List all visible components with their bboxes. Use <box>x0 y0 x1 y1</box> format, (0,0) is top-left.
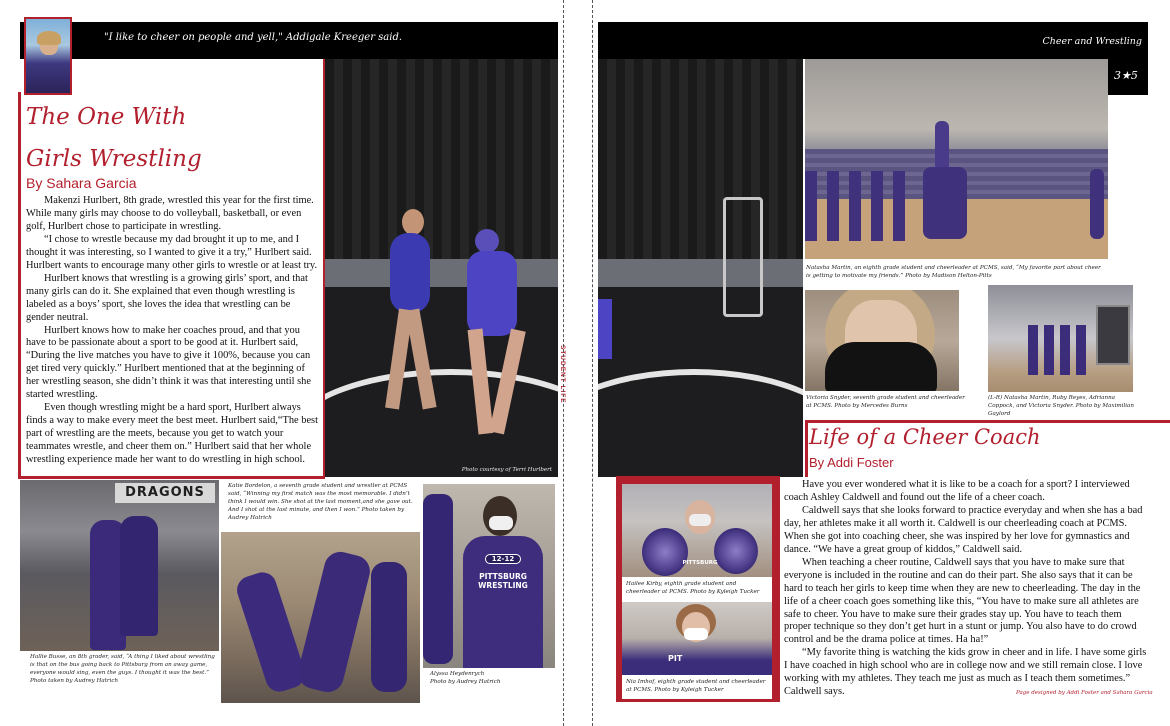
right-paragraph: “My favorite thing is watching the kids grow in cheer and in life. I have some girls I have coached in high school who are in college now and we still remain close. I love working with my athletes. They teach me just as much as I teach them sometimes.” Caldwell says. <box>784 647 1147 698</box>
snyder-photo <box>805 290 959 391</box>
caption-alyssa: Alyssa Heydenrych Photo by Audrey Hatrich <box>430 671 501 685</box>
cheerleader-right <box>1090 169 1104 239</box>
caption-imhof <box>622 675 772 699</box>
right-article-body <box>784 479 1148 699</box>
left-title-line1: The One With <box>26 104 187 130</box>
alyssa-shirt-number: 12-12 <box>485 554 521 564</box>
alyssa-mask <box>489 516 513 530</box>
left-paragraph: Even though wrestling might be a hard sport, Hurlbert always finds a way to make every meet the best meet. Hurlbert said,“The best part of wrestling are the meets, because you get to watch your teammates wrestle, and cheer them on.” Hurlbert said that her whole wrestling experience made her want to do wrestling in high school. <box>26 402 318 466</box>
right-header-band <box>598 22 1148 59</box>
main-photo-continuation <box>598 59 803 477</box>
wrestler-left <box>380 209 440 419</box>
right-paragraph: Caldwell says that she looks forward to practice everyday and when she has a bad day, her athletes make it all worth it. Caldwell is our cheerleading coach at PCMS. When she got into coaching cheer, she was inspired by her love for gymnastics and dance. “We have a great group of kiddos,” Caldwell said. <box>784 504 1143 555</box>
busse-photo <box>20 480 219 651</box>
right-article-border-left <box>805 420 808 477</box>
left-page <box>0 0 565 726</box>
left-byline: By Sahara Garcia <box>26 175 137 191</box>
wrestler-right <box>445 229 535 439</box>
caption-imhof-text: Nia Imhof, eighth grade student and cheerleader at PCMS. Photo by Kyleigh Tucker <box>626 679 766 693</box>
caption-kirby-text: Hailee Kirby, eighth grade student and cheerleader at PCMS. Photo by Kyleigh Tucker <box>626 581 760 595</box>
page-number-band <box>1108 59 1148 95</box>
bordelon-person-1 <box>233 569 308 695</box>
caption-martin: Natasha Martin, an eighth grade student and cheerleader at PCMS, said, “My favorite part about cheer is getting to motivate my friends.” Photo by Madison Helton-Pitts <box>806 265 1101 279</box>
kirby-skirt-text: PITTSBURG <box>682 560 718 566</box>
right-paragraph: When teaching a cheer routine, Caldwell says that you have to make sure that everyone is included in the routine and can do their part. She also says that it can be hard to teach her girls to keep time when they are new to cheerleading. The day in the life of a cheer coach goes something like this, “You have to make sure all athletes are safe to cheer. You have to make sure their grades stay up. You have to teach them proper technique so they don’t get hurt in a stunt or jump. You also have to do crowd control and be the drama police at times. Ha ha!” <box>784 556 1141 646</box>
bordelon-person-2 <box>295 549 374 696</box>
bordelon-photo <box>221 532 420 703</box>
right-paragraph: Have you ever wondered what it is like to be a coach for a sport? I interviewed coach Ashley Caldwell and found out the life of a cheer coach. <box>784 479 1130 503</box>
header-thumbnail-photo <box>24 17 72 95</box>
main-wrestling-photo <box>325 59 558 477</box>
page-numbers: 3★5 <box>1114 69 1138 82</box>
right-title: Life of a Cheer Coach <box>809 425 1041 449</box>
cheer-photo-box <box>616 476 780 702</box>
gutter-line-right <box>592 0 593 726</box>
kirby-photo <box>622 484 772 577</box>
group-cheer-photo <box>988 285 1133 392</box>
right-page <box>596 0 1170 726</box>
caption-group: (L-R) Natasha Martin, Ruby Reyes, Adrianna Coppock, and Victoria Snyder. Photo by Maximilian Gaylord <box>988 395 1134 417</box>
caption-busse: Hallie Busse, an 8th grader, said, “A thing I liked about wrestling is that on the bus going back to Pittsburg from an away game, everyone would sing, even the guys. I thought it was the best.” Photo taken by Audrey Hatrich <box>30 654 215 684</box>
folding-chair <box>723 197 763 317</box>
imhof-shirt-text: PIT <box>668 654 683 663</box>
alyssa-hoodie-text: PITTSBURG WRESTLING <box>478 572 528 590</box>
right-byline: By Addi Foster <box>809 455 894 470</box>
alyssa-photo <box>423 484 555 668</box>
gutter-line-left <box>563 0 564 726</box>
left-header-band <box>20 22 558 59</box>
right-article-border-top <box>805 420 1170 423</box>
left-paragraph: Makenzi Hurlbert, 8th grade, wrestled this year for the first time. While many girls may choose to do volleyball, basketball, or even golf, Hurlbert chose to participate in wrestling. <box>26 195 314 232</box>
snyder-mask <box>825 342 937 391</box>
left-article-border-bottom <box>18 476 325 479</box>
pyramid-top-flyer <box>935 121 949 171</box>
pyramid-base <box>923 167 967 239</box>
gym-banner: DRAGONS <box>115 483 215 503</box>
wrestler-partial <box>598 299 612 359</box>
caption-snyder: Victoria Snyder, seventh grade student and cheerleader at PCMS. Photo by Mercedes Burns <box>806 395 965 409</box>
footer-credit: Page designed by Addi Foster and Sahara Garcia <box>1016 690 1153 696</box>
caption-bordelon: Katie Bordelon, a seventh grade student and wrestler at PCMS said, “Winning my first match was the most memorable. I didn’t think I would win. She shot at the last moment,and she gave out. And I shot at the last minute, and then I won.” Photo taken by Audrey Hatrich <box>228 483 413 521</box>
header-label: Cheer and Wrestling <box>1042 36 1142 47</box>
left-article-border-left <box>18 92 21 477</box>
left-article-body <box>26 195 318 467</box>
left-paragraph: Hurlbert knows that wrestling is a growing girls’ sport, and that many girls can do it. She explained that even though wrestling is labeled as a boys’ sport, she loves the idea that wrestling can be gender neutral. <box>26 272 308 323</box>
caption-kirby <box>622 577 772 602</box>
group-cheerleaders <box>1028 325 1088 375</box>
trophy-case <box>1096 305 1130 365</box>
main-photo-credit: Photo courtesy of Terri Hurlbert <box>461 467 552 473</box>
header-quote: "I like to cheer on people and yell," Addigale Kreeger said. <box>104 32 403 43</box>
alyssa-person-background <box>423 494 453 664</box>
busse-person-2 <box>120 516 158 636</box>
left-paragraph: “I chose to wrestle because my dad brought it up to me, and I thought it was interesting, so I wanted to give it a try,” Hurlbert said. Hurlbert wants to encourage many other girls to wrestle or at least try. <box>26 233 318 271</box>
imhof-mask <box>684 628 708 640</box>
left-title-line2: Girls Wrestling <box>26 146 202 172</box>
left-paragraph: Hurlbert knows how to make her coaches proud, and that you have to be passionate about a sport to be good at it. Hurlbert said, “During the live matches you have to give it 100%, because you can get tired very quickly.” Hurlbert mentioned that at the beginning of her wrestling season, she didn’t think it was that interesting until she started wrestling. <box>26 324 311 401</box>
imhof-photo <box>622 602 772 675</box>
kirby-pompom-right <box>714 528 758 574</box>
spine-text-left: STUDENT LIFE <box>559 345 566 404</box>
thumbnail-hair <box>37 31 61 45</box>
cheerleader-row <box>805 171 915 241</box>
cheer-pyramid-photo <box>805 59 1108 259</box>
kirby-mask <box>689 514 711 526</box>
kirby-pompom-left <box>642 528 688 576</box>
bordelon-person-3 <box>371 562 407 692</box>
